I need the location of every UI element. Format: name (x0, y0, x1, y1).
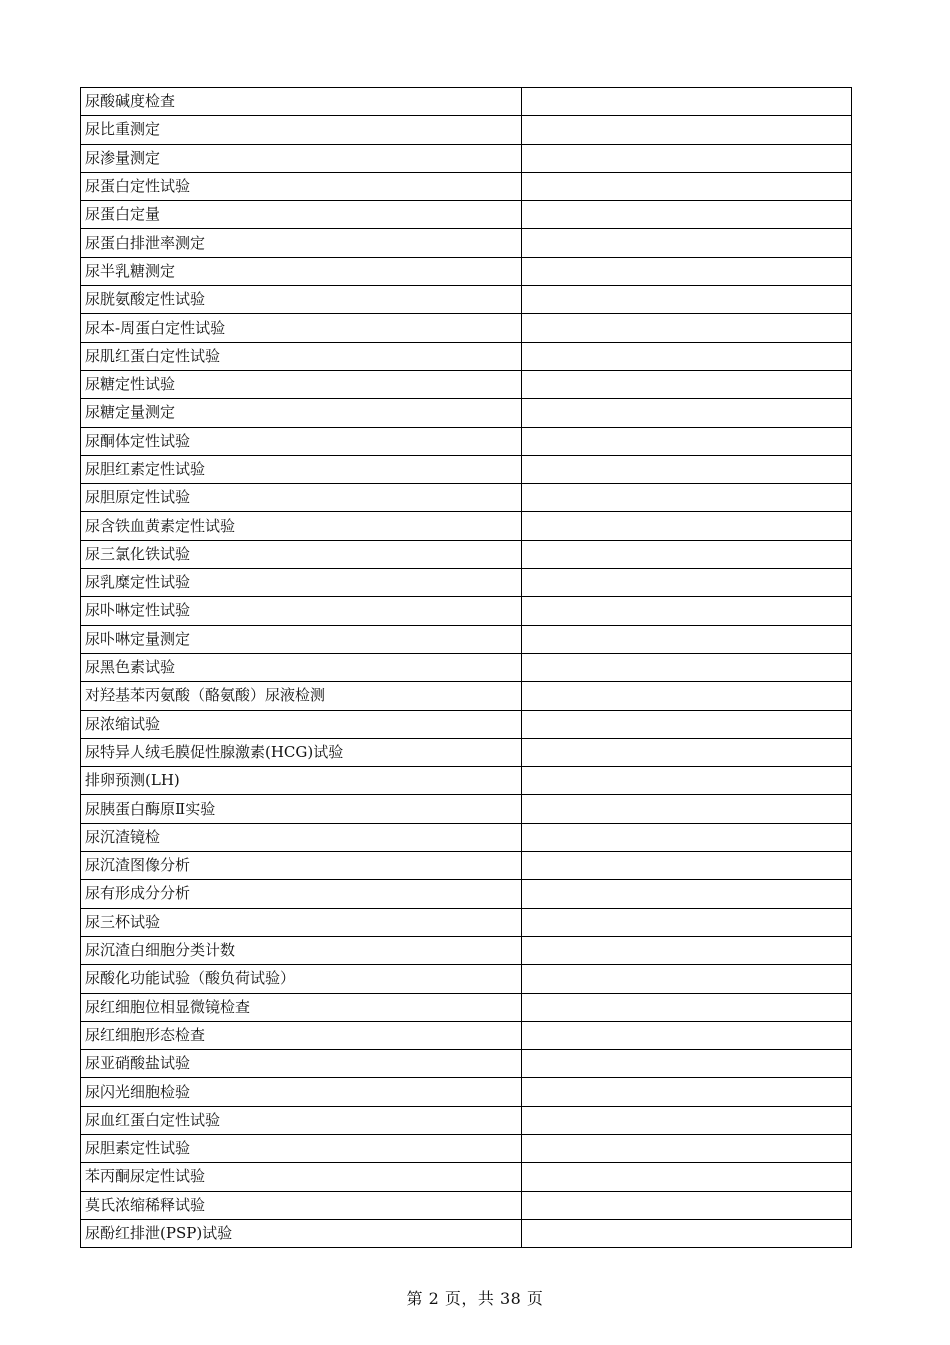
item-value-cell (522, 512, 852, 540)
item-value-cell (522, 738, 852, 766)
item-value-cell (522, 1021, 852, 1049)
table-row (81, 399, 852, 427)
item-value-cell (522, 1050, 852, 1078)
item-name-cell: 尿三杯试验 (81, 908, 522, 936)
item-name-cell: 尿含铁血黄素定性试验 (81, 512, 522, 540)
item-value-cell (522, 455, 852, 483)
item-name-cell: 对羟基苯丙氨酸（酪氨酸）尿液检测 (81, 682, 522, 710)
item-name-cell: 尿卟啉定性试验 (81, 597, 522, 625)
item-name-cell: 尿浓缩试验 (81, 710, 522, 738)
item-name-cell: 尿胱氨酸定性试验 (81, 286, 522, 314)
table-row (81, 229, 852, 257)
table-row (81, 484, 852, 512)
table-body (81, 88, 852, 1248)
table-row (81, 1134, 852, 1162)
item-value-cell (522, 144, 852, 172)
item-value-cell (522, 625, 852, 653)
item-name-cell: 莫氏浓缩稀释试验 (81, 1191, 522, 1219)
item-name-cell: 尿本-周蛋白定性试验 (81, 314, 522, 342)
table-row (81, 993, 852, 1021)
table-row (81, 342, 852, 370)
table-row (81, 936, 852, 964)
item-name-cell: 尿胆红素定性试验 (81, 455, 522, 483)
item-value-cell (522, 484, 852, 512)
item-value-cell (522, 653, 852, 681)
table-row (81, 286, 852, 314)
item-value-cell (522, 427, 852, 455)
table-row (81, 682, 852, 710)
table-row (81, 965, 852, 993)
table-row (81, 625, 852, 653)
item-value-cell (522, 540, 852, 568)
table-row (81, 1106, 852, 1134)
item-name-cell: 尿蛋白定性试验 (81, 172, 522, 200)
table-row (81, 257, 852, 285)
item-value-cell (522, 342, 852, 370)
item-name-cell: 尿胆素定性试验 (81, 1134, 522, 1162)
table-row (81, 1219, 852, 1247)
table-row (81, 455, 852, 483)
item-name-cell: 尿沉渣镜检 (81, 823, 522, 851)
table-row (81, 767, 852, 795)
item-value-cell (522, 965, 852, 993)
item-name-cell: 苯丙酮尿定性试验 (81, 1163, 522, 1191)
item-value-cell (522, 936, 852, 964)
item-name-cell: 尿闪光细胞检验 (81, 1078, 522, 1106)
table-row (81, 201, 852, 229)
table-row (81, 370, 852, 398)
item-value-cell (522, 1163, 852, 1191)
item-value-cell (522, 314, 852, 342)
item-value-cell (522, 823, 852, 851)
item-name-cell: 尿蛋白定量 (81, 201, 522, 229)
item-value-cell (522, 569, 852, 597)
item-name-cell: 尿特异人绒毛膜促性腺激素(HCG)试验 (81, 738, 522, 766)
table-row (81, 1163, 852, 1191)
item-name-cell: 尿比重测定 (81, 116, 522, 144)
item-name-cell: 尿红细胞形态检查 (81, 1021, 522, 1049)
table-row (81, 1078, 852, 1106)
item-value-cell (522, 795, 852, 823)
table-row (81, 1050, 852, 1078)
item-value-cell (522, 908, 852, 936)
item-value-cell (522, 399, 852, 427)
item-value-cell (522, 767, 852, 795)
item-name-cell: 尿有形成分分析 (81, 880, 522, 908)
item-name-cell: 尿蛋白排泄率测定 (81, 229, 522, 257)
item-value-cell (522, 597, 852, 625)
table-row (81, 880, 852, 908)
item-name-cell: 尿渗量测定 (81, 144, 522, 172)
item-value-cell (522, 172, 852, 200)
item-value-cell (522, 1078, 852, 1106)
item-value-cell (522, 1134, 852, 1162)
item-value-cell (522, 710, 852, 738)
item-name-cell: 尿酸碱度检查 (81, 88, 522, 116)
table-row (81, 710, 852, 738)
item-value-cell (522, 682, 852, 710)
table-row (81, 314, 852, 342)
table-row (81, 172, 852, 200)
item-name-cell: 尿酮体定性试验 (81, 427, 522, 455)
table-row (81, 597, 852, 625)
table-row (81, 908, 852, 936)
item-name-cell: 尿沉渣图像分析 (81, 852, 522, 880)
page-footer: 第 2 页，共 38 页 (406, 1289, 544, 1308)
table-row (81, 144, 852, 172)
test-items-table (80, 87, 852, 1248)
item-name-cell: 排卵预测(LH) (81, 767, 522, 795)
item-name-cell: 尿糖定量测定 (81, 399, 522, 427)
item-value-cell (522, 229, 852, 257)
table-row (81, 540, 852, 568)
item-name-cell: 尿三氯化铁试验 (81, 540, 522, 568)
table-row (81, 795, 852, 823)
item-name-cell: 尿黑色素试验 (81, 653, 522, 681)
item-name-cell: 尿红细胞位相显微镜检查 (81, 993, 522, 1021)
item-value-cell (522, 201, 852, 229)
item-name-cell: 尿胆原定性试验 (81, 484, 522, 512)
table-row (81, 823, 852, 851)
table-row (81, 512, 852, 540)
item-value-cell (522, 1219, 852, 1247)
item-name-cell: 尿胰蛋白酶原Ⅱ实验 (81, 795, 522, 823)
item-value-cell (522, 852, 852, 880)
item-value-cell (522, 286, 852, 314)
table-row (81, 653, 852, 681)
item-name-cell: 尿半乳糖测定 (81, 257, 522, 285)
table-row (81, 569, 852, 597)
item-name-cell: 尿肌红蛋白定性试验 (81, 342, 522, 370)
item-name-cell: 尿乳糜定性试验 (81, 569, 522, 597)
item-name-cell: 尿亚硝酸盐试验 (81, 1050, 522, 1078)
table-row (81, 1021, 852, 1049)
item-value-cell (522, 993, 852, 1021)
item-name-cell: 尿卟啉定量测定 (81, 625, 522, 653)
item-value-cell (522, 88, 852, 116)
table-row (81, 116, 852, 144)
item-value-cell (522, 257, 852, 285)
table-row (81, 1191, 852, 1219)
table-row (81, 88, 852, 116)
item-name-cell: 尿糖定性试验 (81, 370, 522, 398)
item-value-cell (522, 880, 852, 908)
item-value-cell (522, 1106, 852, 1134)
item-name-cell: 尿沉渣白细胞分类计数 (81, 936, 522, 964)
table-row (81, 427, 852, 455)
item-name-cell: 尿酚红排泄(PSP)试验 (81, 1219, 522, 1247)
item-name-cell: 尿血红蛋白定性试验 (81, 1106, 522, 1134)
table-row (81, 852, 852, 880)
item-value-cell (522, 1191, 852, 1219)
item-name-cell: 尿酸化功能试验（酸负荷试验） (81, 965, 522, 993)
table-row (81, 738, 852, 766)
item-value-cell (522, 370, 852, 398)
item-value-cell (522, 116, 852, 144)
